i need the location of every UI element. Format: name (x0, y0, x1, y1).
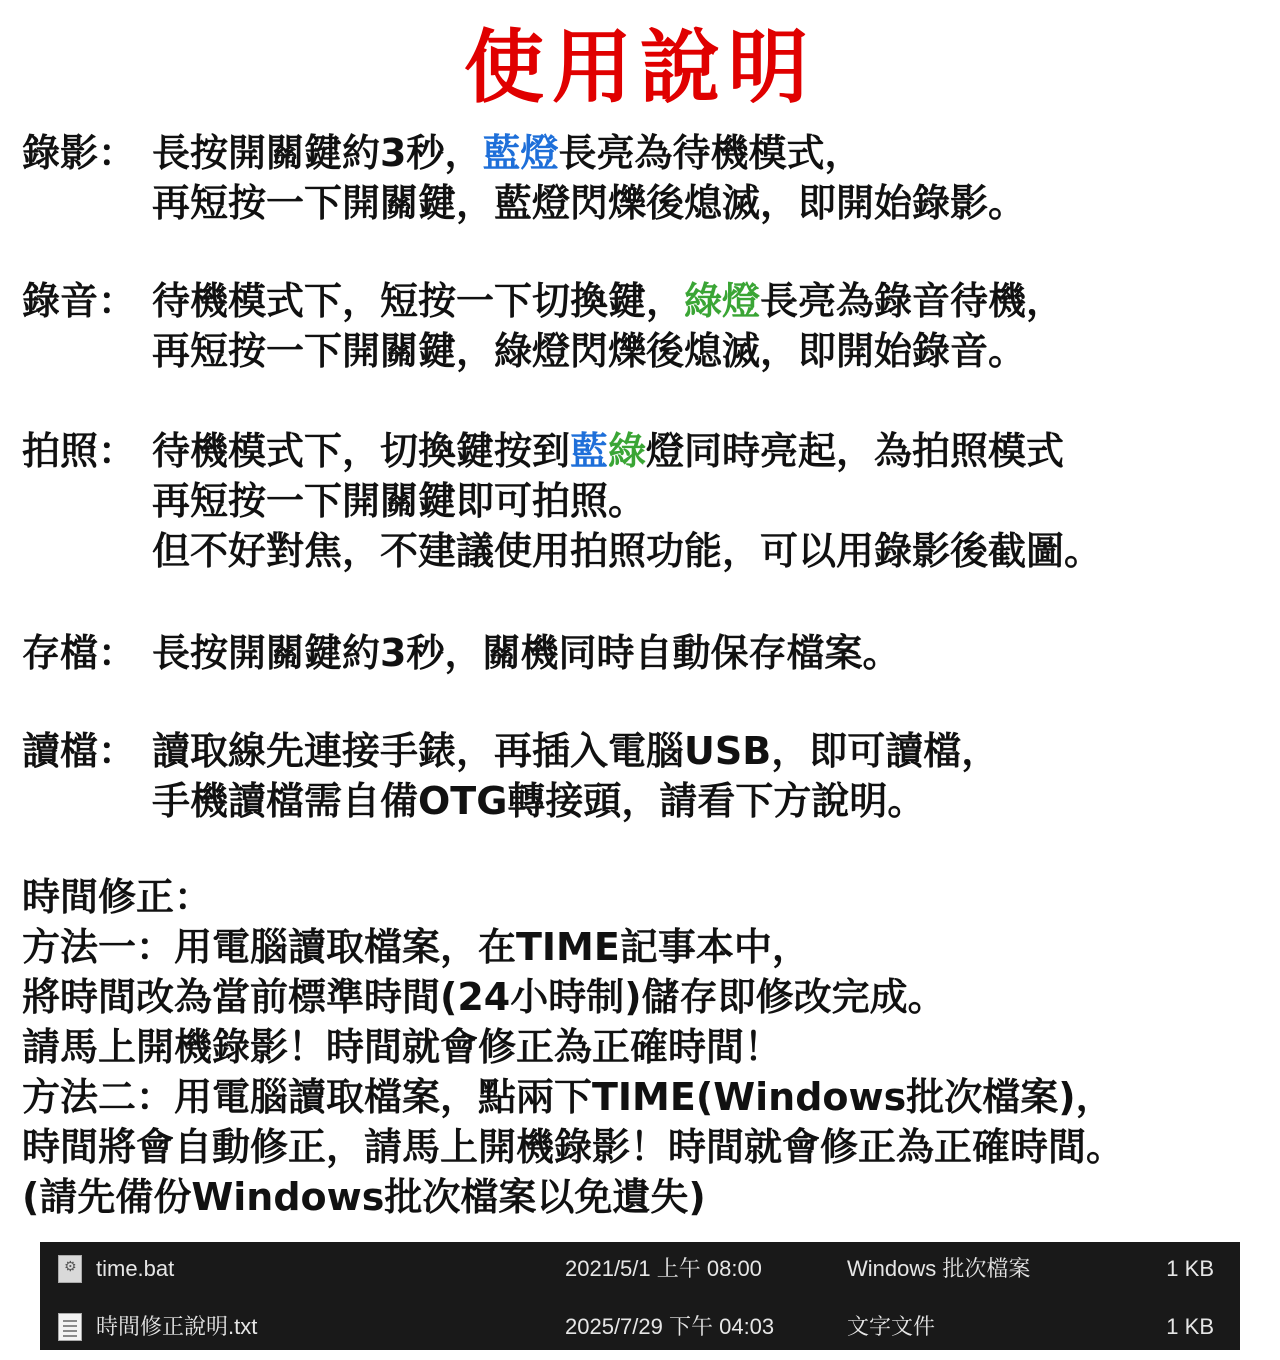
section-record-audio (22, 276, 1064, 376)
green-light-text: 綠燈 (684, 279, 761, 323)
section-text: 長按開關鍵約3秒，關機同時自動保存檔案。 (152, 631, 901, 675)
time-fix-line: 請馬上開機錄影！時間就會修正為正確時間！ (22, 1025, 783, 1069)
time-fix-line: 方法一：用電腦讀取檔案，在TIME記事本中， (22, 925, 810, 969)
section-label: 錄影： (22, 131, 137, 175)
file-size: 1 KB (1166, 1314, 1214, 1339)
section-photo (22, 426, 1102, 576)
file-row-time-fix-txt[interactable] (40, 1300, 1240, 1354)
time-fix-heading: 時間修正： (22, 875, 213, 919)
file-name: time.bat (96, 1256, 175, 1281)
section-label: 拍照： (22, 429, 137, 473)
file-row-time-bat[interactable] (40, 1242, 1240, 1296)
section-text: 讀取線先連接手錶，再插入電腦USB，即可讀檔， (152, 729, 1000, 773)
time-fix-line: 將時間改為當前標準時間(24小時制)儲存即修改完成。 (22, 975, 946, 1019)
blue-light-text: 藍燈 (482, 131, 559, 175)
file-size: 1 KB (1166, 1256, 1214, 1281)
time-fix-line: 時間將會自動修正，請馬上開機錄影！時間就會修正為正確時間。 (22, 1125, 1125, 1169)
section-label: 存檔： (22, 631, 137, 675)
file-date: 2025/7/29 下午 04:03 (565, 1314, 775, 1339)
section-text: 待機模式下，短按一下切換鍵，綠燈長亮為錄音待機， (152, 279, 1065, 323)
section-time-fix (22, 872, 1124, 1222)
section-record-video (22, 128, 1026, 228)
section-text: 待機模式下，切換鍵按到藍綠燈同時亮起，為拍照模式 (152, 429, 1065, 473)
time-fix-line: 方法二：用電腦讀取檔案，點兩下TIME(Windows批次檔案)， (22, 1075, 1114, 1119)
section-text: 手機讀檔需自備OTG轉接頭，請看下方說明。 (152, 779, 926, 823)
green-light-text: 綠 (608, 429, 647, 473)
file-type: 文字文件 (847, 1314, 936, 1339)
section-text: 再短按一下開關鍵，綠燈閃爍後熄滅，即開始錄音。 (152, 329, 1027, 373)
blue-light-text: 藍 (570, 429, 609, 473)
page-title: 使用說明 (464, 21, 816, 114)
file-type: Windows 批次檔案 (847, 1256, 1031, 1281)
section-label: 讀檔： (22, 729, 137, 773)
section-text: 再短按一下開關鍵即可拍照。 (152, 479, 647, 523)
text-file-icon (58, 1313, 82, 1341)
section-save (22, 628, 900, 678)
section-label: 錄音： (22, 279, 137, 323)
file-list (40, 1242, 1240, 1350)
batch-file-icon (58, 1255, 82, 1283)
file-name: 時間修正說明.txt (96, 1314, 258, 1339)
section-text: 長按開關鍵約3秒，藍燈長亮為待機模式， (152, 131, 863, 175)
file-date: 2021/5/1 上午 08:00 (565, 1256, 762, 1281)
section-text: 再短按一下開關鍵，藍燈閃爍後熄滅，即開始錄影。 (152, 181, 1027, 225)
time-fix-line: (請先備份Windows批次檔案以免遺失) (22, 1175, 706, 1219)
section-read (22, 726, 999, 826)
section-text: 但不好對焦，不建議使用拍照功能，可以用錄影後截圖。 (152, 529, 1103, 573)
